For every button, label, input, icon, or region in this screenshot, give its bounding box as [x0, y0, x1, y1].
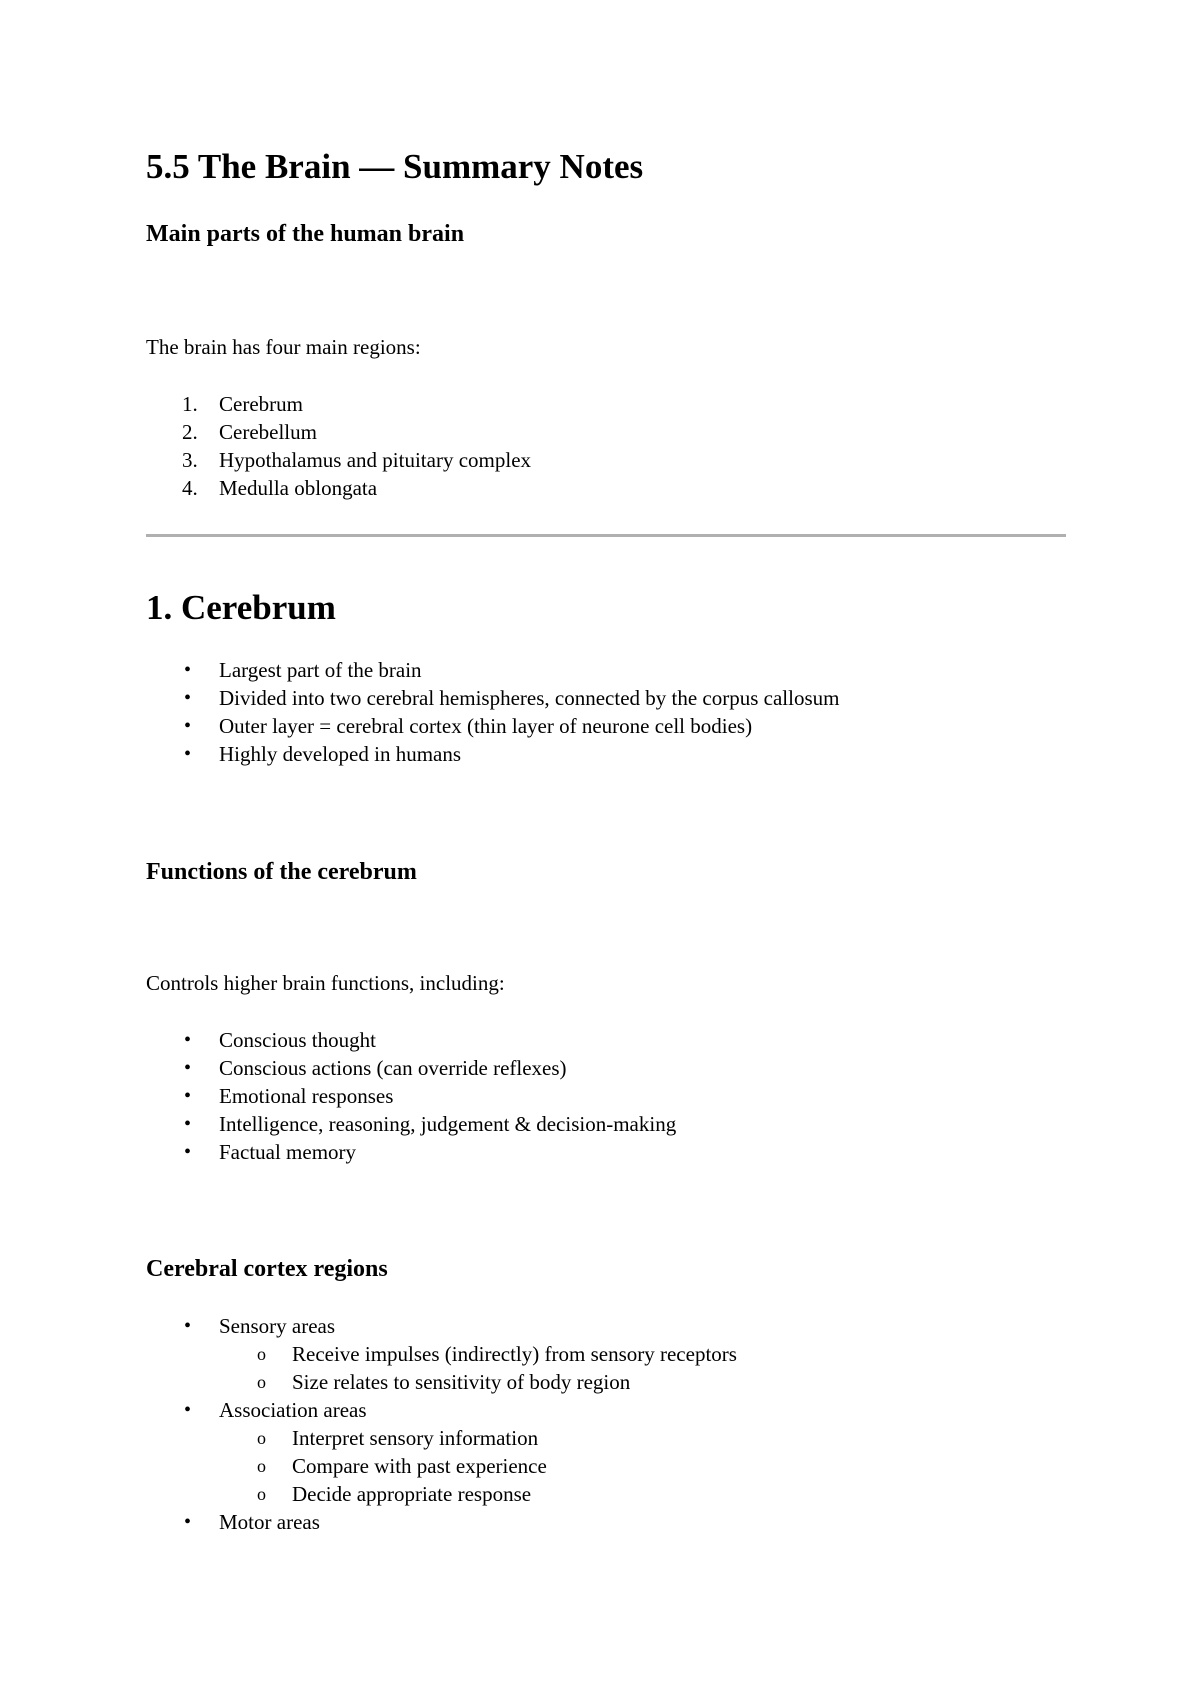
list-item-label: Cerebrum — [219, 392, 303, 416]
list-item — [146, 474, 531, 502]
page-title: 5.5 The Brain — Summary Notes — [146, 147, 644, 186]
regions-list — [146, 390, 531, 502]
bullet-icon: • — [184, 1029, 192, 1051]
cerebrum-heading: 1. Cerebrum — [146, 588, 336, 627]
list-item-label: Outer layer = cerebral cortex (thin layer of neurone cell bodies) — [219, 714, 753, 738]
list-item — [146, 1026, 676, 1054]
cortex-areas-list — [146, 1312, 737, 1536]
list-item-label: Hypothalamus and pituitary complex — [219, 448, 532, 472]
bullet-icon: • — [184, 1511, 192, 1533]
sub-list-item-label: Size relates to sensitivity of body region — [292, 1370, 631, 1394]
list-item — [146, 684, 839, 712]
sub-list-item-label: Receive impulses (indirectly) from sensory receptors — [292, 1342, 737, 1366]
bullet-icon: • — [184, 1315, 192, 1337]
list-item — [146, 1054, 676, 1082]
list-item — [146, 1312, 737, 1340]
cerebrum-points-list — [146, 656, 839, 768]
sub-list-container — [146, 1424, 737, 1508]
sub-list-item — [146, 1480, 737, 1508]
sub-list-item-label: Decide appropriate response — [292, 1482, 532, 1506]
list-item — [146, 712, 839, 740]
bullet-icon: • — [184, 743, 192, 765]
list-item — [146, 418, 531, 446]
list-item — [146, 446, 531, 474]
bullet-icon: • — [184, 659, 192, 681]
list-item — [146, 740, 839, 768]
list-item-label: Emotional responses — [219, 1084, 394, 1108]
sub-bullet-icon: o — [257, 1484, 266, 1504]
list-item — [146, 390, 531, 418]
sub-bullet-icon: o — [257, 1428, 266, 1448]
list-item-label: Motor areas — [219, 1510, 320, 1534]
list-item-label: Cerebellum — [219, 420, 317, 444]
list-item-label: Sensory areas — [219, 1314, 336, 1338]
list-number: 1. — [182, 392, 198, 416]
list-item-label: Conscious thought — [219, 1028, 376, 1052]
sub-list-item — [146, 1368, 737, 1396]
list-number: 2. — [182, 420, 198, 444]
cortex-heading: Cerebral cortex regions — [146, 1256, 388, 1282]
bullet-icon: • — [184, 1399, 192, 1421]
functions-points-list — [146, 1026, 676, 1166]
functions-intro: Controls higher brain functions, including: — [146, 971, 505, 995]
list-item — [146, 1138, 676, 1166]
main-parts-intro: The brain has four main regions: — [146, 335, 421, 359]
sensory-sub-list — [146, 1340, 737, 1396]
sub-bullet-icon: o — [257, 1344, 266, 1364]
horizontal-rule — [146, 534, 1066, 537]
bullet-icon: • — [184, 687, 192, 709]
bullet-icon: • — [184, 1113, 192, 1135]
list-item — [146, 1110, 676, 1138]
list-item — [146, 1396, 737, 1424]
bullet-icon: • — [184, 1141, 192, 1163]
list-number: 3. — [182, 448, 198, 472]
list-item-label: Divided into two cerebral hemispheres, connected by the corpus callosum — [219, 686, 840, 710]
list-item — [146, 656, 839, 684]
main-parts-heading: Main parts of the human brain — [146, 221, 465, 247]
functions-heading: Functions of the cerebrum — [146, 859, 417, 885]
list-item-label: Factual memory — [219, 1140, 357, 1164]
list-item-label: Medulla oblongata — [219, 476, 378, 500]
association-sub-list — [146, 1424, 737, 1508]
list-item-label: Association areas — [219, 1398, 367, 1422]
sub-bullet-icon: o — [257, 1456, 266, 1476]
list-item-label: Intelligence, reasoning, judgement & decision-making — [219, 1112, 677, 1136]
bullet-icon: • — [184, 715, 192, 737]
sub-list-item — [146, 1340, 737, 1368]
bullet-icon: • — [184, 1085, 192, 1107]
sub-list-item — [146, 1452, 737, 1480]
sub-list-item-label: Compare with past experience — [292, 1454, 547, 1478]
list-item — [146, 1508, 737, 1536]
list-number: 4. — [182, 476, 198, 500]
sub-list-container — [146, 1340, 737, 1396]
bullet-icon: • — [184, 1057, 192, 1079]
sub-bullet-icon: o — [257, 1372, 266, 1392]
sub-list-item-label: Interpret sensory information — [292, 1426, 539, 1450]
list-item-label: Largest part of the brain — [219, 658, 422, 682]
sub-list-item — [146, 1424, 737, 1452]
list-item — [146, 1082, 676, 1110]
list-item-label: Conscious actions (can override reflexes) — [219, 1056, 567, 1080]
list-item-label: Highly developed in humans — [219, 742, 462, 766]
